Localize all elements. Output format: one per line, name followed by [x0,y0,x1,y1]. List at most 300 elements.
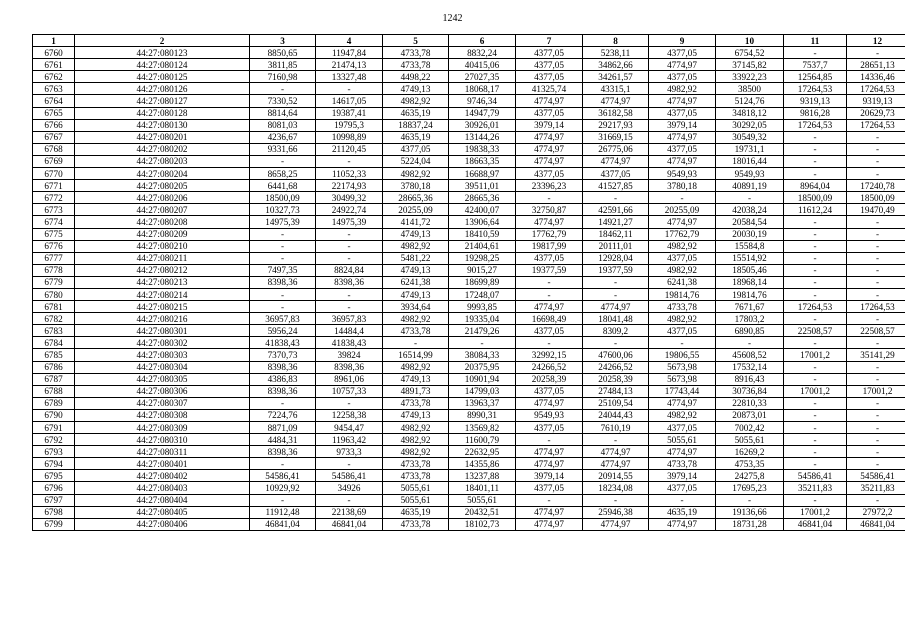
table-row [33,482,905,494]
table-cell: 4774,97 [583,95,649,107]
table-cell: 44:27:080311 [75,446,250,458]
table-cell: 6770 [33,168,75,180]
table-cell: - [316,252,383,264]
table-cell: 4774,97 [649,518,716,530]
table-cell: 19731,1 [716,143,784,155]
table-cell: 4635,19 [649,506,716,518]
table-cell: 4982,92 [649,409,716,421]
table-cell: 17264,53 [847,83,905,95]
table-cell: 21404,61 [449,240,516,252]
table-cell: 3780,18 [649,180,716,192]
table-cell: 17762,79 [649,228,716,240]
table-cell: - [784,252,847,264]
table-cell: 14617,05 [316,95,383,107]
table-cell: - [784,313,847,325]
table-cell: 17264,53 [784,301,847,313]
table-cell: 4774,97 [516,397,583,409]
table-cell: 34862,66 [583,59,649,71]
table-cell: - [316,458,383,470]
column-header: 8 [583,35,649,47]
table-cell: 46841,04 [250,518,316,530]
table-cell: 44:27:080208 [75,216,250,228]
table-cell: 6766 [33,119,75,131]
table-cell: - [784,240,847,252]
column-header: 2 [75,35,250,47]
table-cell: 8081,03 [250,119,316,131]
table-cell: 18837,24 [383,119,449,131]
table-row [33,228,905,240]
table-cell: 30549,32 [716,131,784,143]
table-cell: 4774,97 [516,155,583,167]
table-cell: 18234,08 [583,482,649,494]
table-cell: 4774,97 [583,518,649,530]
table-cell: - [316,397,383,409]
table-cell: 11612,24 [784,204,847,216]
table-cell: 4774,97 [583,155,649,167]
table-cell: 20258,39 [516,373,583,385]
table-cell: 6791 [33,422,75,434]
table-cell: 44:27:080404 [75,494,250,506]
table-cell: 40415,06 [449,59,516,71]
table-cell: 41838,43 [250,337,316,349]
table-cell: 8398,36 [316,276,383,288]
table-cell: 18102,73 [449,518,516,530]
table-cell: 4377,05 [649,482,716,494]
table-cell: 6786 [33,361,75,373]
table-cell: - [847,458,905,470]
table-cell: - [516,337,583,349]
table-cell: - [784,143,847,155]
column-header: 4 [316,35,383,47]
table-cell: - [316,155,383,167]
table-cell: 31669,15 [583,131,649,143]
table-cell: - [716,337,784,349]
table-cell: - [250,240,316,252]
table-cell: 17695,23 [716,482,784,494]
table-cell: 4982,92 [383,446,449,458]
table-cell: 44:27:080124 [75,59,250,71]
table-cell: 4774,97 [649,216,716,228]
table-cell: 3811,85 [250,59,316,71]
table-cell: 19335,04 [449,313,516,325]
table-cell: 6782 [33,313,75,325]
table-cell: 18500,09 [250,192,316,204]
table-row [33,422,905,434]
table-cell: 18500,09 [847,192,905,204]
table-cell: - [847,409,905,421]
table-row [33,385,905,397]
table-cell: 4774,97 [516,301,583,313]
table-cell: 13963,37 [449,397,516,409]
table-cell: 6890,85 [716,325,784,337]
table-cell: 4982,92 [383,168,449,180]
table-cell: - [847,264,905,276]
table-cell: 14484,4 [316,325,383,337]
table-cell: 14975,39 [316,216,383,228]
table-cell: 5238,11 [583,47,649,59]
column-header: 5 [383,35,449,47]
table-cell: - [316,228,383,240]
table-cell: 11963,42 [316,434,383,446]
table-cell: 4733,78 [383,458,449,470]
table-cell: 11947,84 [316,47,383,59]
table-cell: 38084,33 [449,349,516,361]
table-cell: 17803,2 [716,313,784,325]
table-cell: 23396,23 [516,180,583,192]
table-cell: 19136,66 [716,506,784,518]
table-cell: 4377,05 [516,482,583,494]
table-row [33,240,905,252]
table-cell: 17001,2 [784,506,847,518]
table-cell: 4377,05 [516,47,583,59]
table-cell: 5956,24 [250,325,316,337]
table-cell: 18016,44 [716,155,784,167]
table-cell: 4377,05 [516,385,583,397]
table-cell: 45608,52 [716,349,784,361]
table-cell: 9746,34 [449,95,516,107]
table-cell: 30926,01 [449,119,516,131]
table-cell: 4733,78 [383,59,449,71]
table-cell: 4749,13 [383,373,449,385]
table-cell: 8398,36 [316,361,383,373]
table-cell: 5055,61 [649,434,716,446]
table-row [33,506,905,518]
column-header: 9 [649,35,716,47]
table-cell: 12564,85 [784,71,847,83]
table-cell: 17240,78 [847,180,905,192]
table-cell: - [784,397,847,409]
table-cell: 7370,73 [250,349,316,361]
table-cell: 10757,33 [316,385,383,397]
table-cell: 44:27:080215 [75,301,250,313]
table-cell: 20255,09 [383,204,449,216]
table-cell: - [847,155,905,167]
table-cell: - [250,301,316,313]
table-cell: 4635,19 [383,107,449,119]
table-cell: 4774,97 [649,155,716,167]
table-cell: 13237,88 [449,470,516,482]
table-cell: 4982,92 [383,434,449,446]
table-cell: 4891,73 [383,385,449,397]
table-cell: - [784,228,847,240]
table-cell: 46841,04 [316,518,383,530]
table-cell: - [847,168,905,180]
table-cell: 20584,54 [716,216,784,228]
table-cell: 35211,83 [784,482,847,494]
table-cell: 4982,92 [649,313,716,325]
table-cell: 44:27:080204 [75,168,250,180]
table-cell: - [784,276,847,288]
table-cell: 6760 [33,47,75,59]
table-cell: 44:27:080210 [75,240,250,252]
table-cell: 18731,28 [716,518,784,530]
table-cell: 4982,92 [649,264,716,276]
table-cell: 3979,14 [649,470,716,482]
table-cell: 44:27:080306 [75,385,250,397]
table-cell: 44:27:080202 [75,143,250,155]
table-cell: 9319,13 [784,95,847,107]
table-body [33,47,905,531]
table-cell: 4733,78 [383,470,449,482]
table-cell: 44:27:080301 [75,325,250,337]
table-cell: 4749,13 [383,409,449,421]
table-cell: 46841,04 [847,518,905,530]
table-cell: 41325,74 [516,83,583,95]
table-cell: 4982,92 [383,240,449,252]
table-cell: - [583,494,649,506]
table-cell: 9454,47 [316,422,383,434]
table-cell: 4774,97 [649,397,716,409]
table-cell: - [847,228,905,240]
table-cell: 17264,53 [847,301,905,313]
table-cell: 4377,05 [383,143,449,155]
table-cell: 44:27:080123 [75,47,250,59]
table-cell: 4377,05 [516,325,583,337]
table-cell: 4982,92 [383,95,449,107]
table-cell: 19470,49 [847,204,905,216]
table-cell: 5055,61 [716,434,784,446]
table-row [33,288,905,300]
table-cell: 4377,05 [516,59,583,71]
table-cell: - [516,494,583,506]
table-row [33,373,905,385]
column-header: 6 [449,35,516,47]
table-row [33,325,905,337]
table-cell: 6784 [33,337,75,349]
table-cell: 6777 [33,252,75,264]
table-cell: 6441,68 [250,180,316,192]
table-cell: 44:27:080401 [75,458,250,470]
table-cell: 44:27:080307 [75,397,250,409]
table-cell: 4377,05 [649,143,716,155]
table-cell: 4377,05 [649,252,716,264]
table-cell: 42038,24 [716,204,784,216]
table-cell: 44:27:080127 [75,95,250,107]
table-cell: 5481,22 [383,252,449,264]
table-cell: 6764 [33,95,75,107]
table-cell: - [583,434,649,446]
table-cell: 22138,69 [316,506,383,518]
table-cell: 6781 [33,301,75,313]
table-cell: - [847,143,905,155]
table-cell: 4774,97 [516,95,583,107]
table-cell: 21474,13 [316,59,383,71]
table-cell: 44:27:080205 [75,180,250,192]
table-cell: 44:27:080303 [75,349,250,361]
table-cell: 19298,25 [449,252,516,264]
table-cell: 4774,97 [516,143,583,155]
table-cell: 6765 [33,107,75,119]
table-row [33,47,905,59]
table-cell: - [316,494,383,506]
table-cell: 6790 [33,409,75,421]
table-cell: 44:27:080130 [75,119,250,131]
table-cell: 44:27:080212 [75,264,250,276]
table-cell: 16514,99 [383,349,449,361]
table-cell: - [516,192,583,204]
table-cell: - [516,276,583,288]
table-cell: 4774,97 [583,458,649,470]
table-cell: 6771 [33,180,75,192]
table-cell: 6785 [33,349,75,361]
table-cell: 5055,61 [383,494,449,506]
table-cell: 6795 [33,470,75,482]
column-header: 7 [516,35,583,47]
table-cell: 3934,64 [383,301,449,313]
table-cell: 6763 [33,83,75,95]
table-row [33,301,905,313]
table-cell: 22632,95 [449,446,516,458]
table-cell: 44:27:080402 [75,470,250,482]
table-cell: 19814,76 [649,288,716,300]
table-row [33,168,905,180]
table-cell: 4749,13 [383,228,449,240]
table-cell: 34818,12 [716,107,784,119]
table-cell: 4749,13 [383,288,449,300]
table-cell: - [847,373,905,385]
table-cell: 35141,29 [847,349,905,361]
table-cell: 18462,11 [583,228,649,240]
table-row [33,252,905,264]
table-cell: 6773 [33,204,75,216]
table-cell: 9319,13 [847,95,905,107]
table-cell: 30736,84 [716,385,784,397]
table-cell: 5673,98 [649,373,716,385]
table-cell: 8658,25 [250,168,316,180]
table-cell: 44:27:080406 [75,518,250,530]
table-cell: 24266,52 [516,361,583,373]
table-cell: 20873,01 [716,409,784,421]
table-cell: 4774,97 [516,131,583,143]
table-cell: 4774,97 [516,506,583,518]
table-row [33,361,905,373]
table-cell: - [784,446,847,458]
table-cell: 35211,83 [847,482,905,494]
table-cell: - [847,337,905,349]
table-cell: 19377,59 [583,264,649,276]
table-row [33,276,905,288]
table-cell: 6769 [33,155,75,167]
table-cell: 6772 [33,192,75,204]
table-cell: 4733,78 [383,518,449,530]
table-cell: 32750,87 [516,204,583,216]
table-cell: 26775,06 [583,143,649,155]
table-cell: 8398,36 [250,361,316,373]
table-cell: 17001,2 [784,385,847,397]
table-cell: 17532,14 [716,361,784,373]
table-cell: 19387,41 [316,107,383,119]
table-cell: - [847,422,905,434]
table-cell: 18500,09 [784,192,847,204]
table-cell: - [784,155,847,167]
table-cell: 4236,67 [250,131,316,143]
table-cell: - [516,434,583,446]
table-cell: 4377,05 [649,422,716,434]
table-cell: 4774,97 [516,446,583,458]
table-cell: 6768 [33,143,75,155]
table-cell: 3780,18 [383,180,449,192]
table-cell: - [649,494,716,506]
table-cell: - [649,337,716,349]
table-row [33,518,905,530]
table-cell: 20030,19 [716,228,784,240]
table-cell: 20914,55 [583,470,649,482]
table-cell: 44:27:080309 [75,422,250,434]
table-cell: 20111,01 [583,240,649,252]
table-cell: 15514,92 [716,252,784,264]
table-cell: 4733,78 [649,301,716,313]
table-cell: 5673,98 [649,361,716,373]
table-cell: 11600,79 [449,434,516,446]
table-header [33,35,905,47]
table-cell: 6779 [33,276,75,288]
table-row [33,59,905,71]
table-cell: 17001,2 [847,385,905,397]
table-cell: 9549,93 [716,168,784,180]
table-cell: 7497,35 [250,264,316,276]
table-cell: 17264,53 [784,119,847,131]
table-cell: 4982,92 [649,240,716,252]
table-cell: 6241,38 [649,276,716,288]
table-cell: 6761 [33,59,75,71]
table-cell: 3979,14 [649,119,716,131]
table-cell: 36182,58 [583,107,649,119]
table-cell: 42591,66 [583,204,649,216]
table-row [33,446,905,458]
table-cell: 6762 [33,71,75,83]
table-cell: 22810,33 [716,397,784,409]
table-cell: 6754,52 [716,47,784,59]
table-cell: - [649,192,716,204]
table-cell: 6783 [33,325,75,337]
table-cell: 24275,8 [716,470,784,482]
table-cell: 19806,55 [649,349,716,361]
table-cell: 18410,59 [449,228,516,240]
table-cell: 25946,38 [583,506,649,518]
table-cell: - [784,216,847,228]
table-row [33,204,905,216]
table-cell: 4774,97 [516,518,583,530]
table-cell: 19377,59 [516,264,583,276]
table-cell: 7224,76 [250,409,316,421]
table-cell: - [316,83,383,95]
table-cell: 21479,26 [449,325,516,337]
table-cell: 54586,41 [316,470,383,482]
table-row [33,434,905,446]
table-cell: 6799 [33,518,75,530]
table-row [33,180,905,192]
table-row [33,71,905,83]
table-cell: 4733,78 [383,325,449,337]
table-cell: - [583,288,649,300]
table-cell: 3979,14 [516,119,583,131]
table-cell: 9549,93 [516,409,583,421]
table-cell: 4377,05 [516,168,583,180]
table-cell: 14975,39 [250,216,316,228]
table-cell: 4753,35 [716,458,784,470]
table-cell: 10929,92 [250,482,316,494]
table-cell: 13327,48 [316,71,383,83]
table-cell: - [583,276,649,288]
table-cell: 7610,19 [583,422,649,434]
column-header: 11 [784,35,847,47]
table-cell: 28665,36 [383,192,449,204]
table-cell: - [784,361,847,373]
table-cell: 6780 [33,288,75,300]
table-row [33,95,905,107]
table-row [33,119,905,131]
table-cell: 4774,97 [649,131,716,143]
